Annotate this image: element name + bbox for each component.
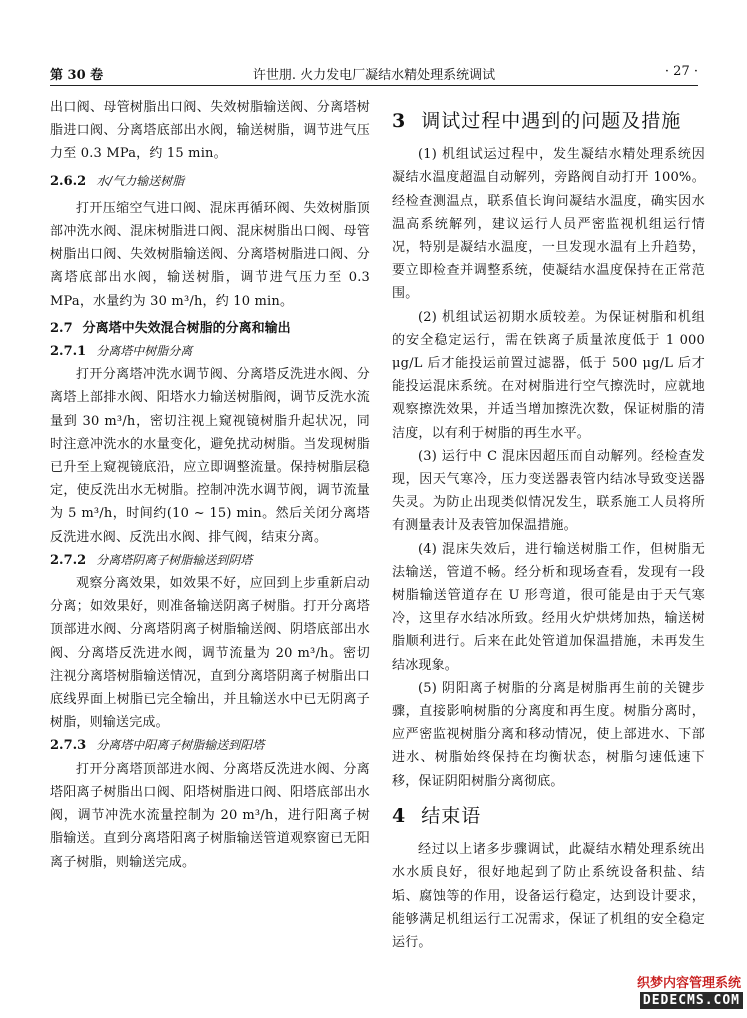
section-title: 分离塔中树脂分离 [96,344,193,359]
section-heading-2-6-2 [50,170,370,193]
section-title: 分离塔中阳离子树脂输送到阳塔 [96,738,265,753]
paragraph: 出口阀、母管树脂出口阀、失效树脂输送阀、分离塔树脂进口阀、分离塔底部出水阀，输送树脂，调节进气压力至 0.3 MPa，约 15 min。 [50,100,370,162]
running-title: 许世朋. 火力发电厂凝结水精处理系统调试 [252,68,496,83]
section-heading-2-7-3 [50,734,370,757]
paragraph: 打开分离塔顶部进水阀、分离塔反洗进水阀、分离塔阳离子树脂出口阀、阳塔树脂进口阀、阳塔底部出水阀，调节冲洗水流量控制为 20 m³/h，进行阳离子树脂输送。直到分离塔阳离子树脂输送管道观察窗已无阳离子树脂，则输送完成。 [50,761,370,870]
section-number: 2.7.1 [50,344,87,360]
paragraph: (2) 机组试运初期水质较差。为保证树脂和机组的安全稳定运行，需在铁离子质量浓度低于 1 000 μg/L 后才能投运前置过滤器，低于 500 μg/L 后才能投运混床系统。在对树脂进行空气擦洗时，应就地观察擦洗效果，并适当增加擦洗次数，保证树脂的清洁度，以有利于树脂的再生水平。 [392,309,705,441]
section-heading-3 [392,110,705,133]
section-heading-2-7 [50,317,370,340]
section-heading-2-7-1 [50,340,370,363]
watermark-text: 织梦内容管理系统 [635,972,743,991]
header-rule [50,85,698,86]
volume-label: 第 30 卷 [50,68,104,83]
paragraph: 打开分离塔冲洗水调节阀、分离塔反洗进水阀、分离塔上部排水阀、阳塔水力输送树脂阀，调节反洗水流量到 30 m³/h，密切注视上窥视镜树脂升起状况，同时注意冲洗水的水量变化，避免扰动树脂。当发现树脂已升至上窥视镜底沿，应立即调整流量。保持树脂层稳定，使反洗出水无树脂。控制冲洗水调节阀，调节流量为 5 m³/h，时间约(10 ~ 15) min。然后关闭分离塔反洗进水阀、反洗出水阀、排气阀，结束分离。 [50,367,370,545]
paragraph: 经过以上诸多步骤调试，此凝结水精处理系统出水水质良好，很好地起到了防止系统设备积盐、结垢、腐蚀等的作用，设备运行稳定，达到设计要求，能够满足机组运行工况需求，保证了机组的安全稳定运行。 [392,842,705,950]
paragraph: (4) 混床失效后，进行输送树脂工作，但树脂无法输送，管道不畅。经分析和现场查看，发现有一段树脂输送管道存在 U 形弯道，很可能是由于天气寒冷，这里存水结冰所致。经用火炉烘烤加热，输送树脂顺利进行。后来在此处管道加保温措施，未再发生结冰现象。 [392,541,705,673]
paragraph: 观察分离效果，如效果不好，应回到上步重新启动分离；如效果好，则准备输送阴离子树脂。打开分离塔顶部进水阀、分离塔阴离子树脂输送阀、阴塔底部出水阀、分离塔反洗进水阀，调节流量为 20 m³/h。密切注视分离塔树脂输送情况，直到分离塔阴离子树脂出口底线界面上树脂已完全输出，并且输送水中已无阴离子树脂，则输送完成。 [50,576,370,731]
page-number: · 27 · [664,64,698,79]
paragraph: (5) 阴阳离子树脂的分离是树脂再生前的关键步骤，直接影响树脂的分离度和再生度。树脂分离时，应严密监视树脂分离和移动情况，使上部进水、下部进水、树脂始终保持在均衡状态，树脂匀速低速下移，保证阴阳树脂分离彻底。 [392,680,705,789]
paragraph: (3) 运行中 C 混床因超压而自动解列。经检查发现，因天气寒冷，压力变送器表管内结冰导致变送器失灵。为防止出现类似情况发生，联系施工人员将所有测量表计及表管加保温措施。 [392,448,705,534]
section-title: 调试过程中遇到的问题及措施 [421,110,682,132]
paragraph: (1) 机组试运过程中，发生凝结水精处理系统因凝结水温度超温自动解列，旁路阀自动打开 100%。经检查测温点，联系值长询问凝结水温度，确实因水温高系统解列，建议运行人员严密监视机组运行情况，特别是凝结水温度，一旦发现水温有上升趋势，要立即检查并调整系统，使凝结水温度保持在正常范围。 [392,147,705,302]
section-heading-4 [392,805,705,828]
running-header [50,64,698,82]
section-number: 2.6.2 [50,173,87,189]
right-column [392,96,705,954]
section-title: 水/气力输送树脂 [96,173,185,188]
section-number: 2.7.2 [50,552,87,568]
watermark [617,972,743,1014]
section-title: 分离塔阴离子树脂输送到阴塔 [96,552,253,567]
paragraph: 打开压缩空气进口阀、混床再循环阀、失效树脂顶部冲洗水阀、混床树脂进口阀、混床树脂出口阀、母管树脂出口阀、失效树脂输送阀、分离塔树脂进口阀、分离塔底部出水阀，输送树脂，调节进气压力至 0.3 MPa，水量约为 30 m³/h，约 10 min。 [50,200,370,309]
watermark-url: DEDECMS.COM [640,992,743,1009]
section-number: 2.7 [50,320,73,336]
section-heading-2-7-2 [50,549,370,572]
section-number: 4 [392,804,406,827]
left-column [50,96,370,874]
section-number: 3 [392,110,406,132]
section-number: 2.7.3 [50,738,87,754]
section-title: 结束语 [421,804,482,827]
section-title: 分离塔中失效混合树脂的分离和输出 [82,320,291,336]
